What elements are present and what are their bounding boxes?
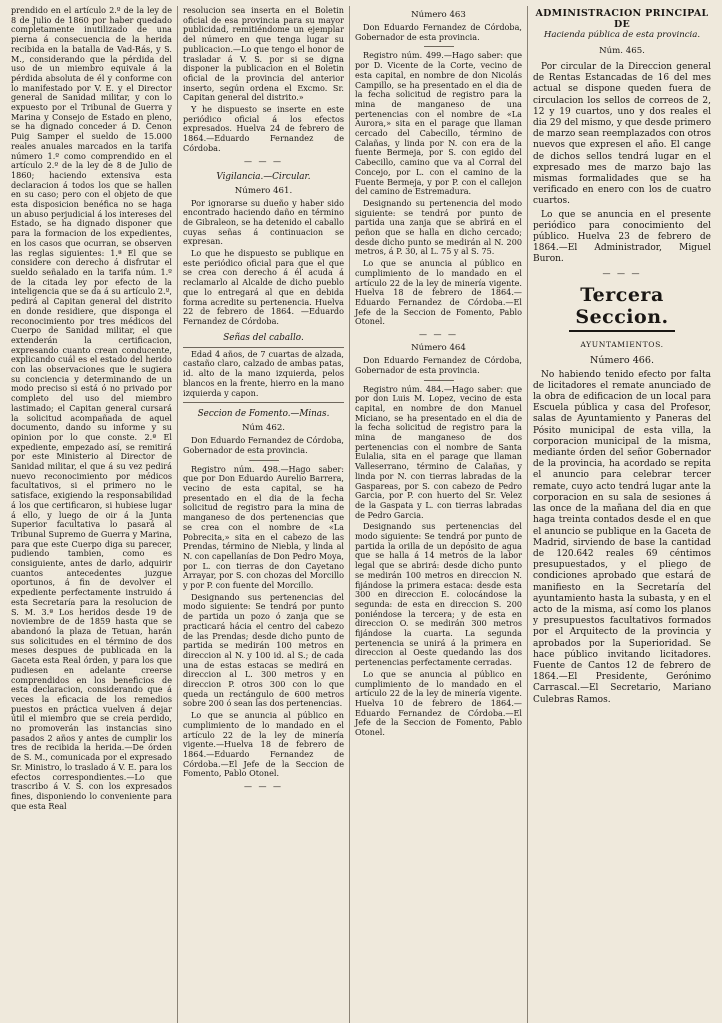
body-paragraph: Lo que se anuncia al público en cumplimiento de lo mandado en el artículo 22 de la ley de minería vigente.—Huelva 18 de febrero de 1864.—Eduardo Fernandez de Córdoba.—El Jefe de la Seccion de Fomento, Pablo Otonel.: [183, 710, 344, 779]
body-paragraph: Y he dispuesto se inserte en este periódico oficial á los efectos expresados. Huelva 24 de febrero de 1864.—Eduardo Fernandez de Córdoba.: [183, 104, 344, 153]
notice-intro: Don Eduardo Fernandez de Córdoba, Gobernador de esta provincia.: [183, 435, 344, 455]
separator: — — —: [243, 156, 284, 166]
body-paragraph: resolucion sea inserta en el Boletin oficial de esa provincia para su mayor publicidad, remitiéndome un ejemplar del número en que tenga lugar su publicacion.—Lo que tengo el honor de trasladar á V. S. por si se digna disponer la publicacion en el Boletin oficial de la provincia del anterior inserto, según ordena el Excmo. Sr. Capitan general del distrito.»: [183, 6, 344, 103]
body-paragraph: No habiendo tenido efecto por falta de licitadores el remate anunciado de la obra de edificacion de un local para Escuela pública y casa del Profesor, salas de Ayuntamiento y Paneras del Pósito municipal de esta villa, la corporacion municipal de la misma, mediante órden del señor Gobernador de la provincia, ha acordado se repita el anuncio para celebrar tercer remate, cuyo acto tendrá lugar ante la corporacion en su sala de sesiones á las once de la mañana del dia en que haga treinta contados desde el en que el anuncio se publique en la Gaceta de Madrid, sirviendo de base la cantidad de 120.642 reales 69 céntimos presupuestados, y el pliego de condiciones aprobado que estará de manifiesto en la Secretaría del ayuntamiento hasta la subasta, y en el acto de la misma, así como los planos y presupuestos facultativos formados por el Arquitecto de la provincia y aprobados por la Superioridad. Se hace público invitando licitadores. Fuente de Cantos 12 de febrero de 1864.—El Presidente, Gerónimo Carrascal.—El Secretario, Mariano Culebras Ramos.: [533, 369, 711, 705]
body-paragraph: Edad 4 años, de 7 cuartas de alzada, castaño claro, calzado de ambas patas, id. alto de la mano izquierda, pelos blancos en la frente, hierro en la mano izquierda y capon.: [183, 348, 344, 398]
body-paragraph: Designando sus pertenencias del modo siguiente: Se tendrá por punto de partida la orilla de un depósito de agua que se halla á 14 metros de la labor legal que se abrirá: desde dicho punto se medirán 100 metros en direccion N. fijándose la primera estaca: desde esta 300 en direccion E. colocándose la segunda: de esta en direccion S. 200 poniéndose la tercera; y de esta en direccion O. se medirán 300 metros fijándose la cuarta. La segunda pertenencia se unirá á la primera en direccion al Oeste quedando las dos pertenencias perfectamente cerradas.: [355, 521, 522, 668]
admin-subheading: Hacienda pública de esta provincia.: [543, 30, 701, 40]
notice-number: Núm. 465.: [599, 46, 645, 56]
body-paragraph: Registro núm. 498.—Hago saber: que por Don Eduardo Aurelio Barrera, vecino de esta capital, se ha presentado en el dia de la fecha solicitud de registro para la mina de manganeso de dos pertenencias que se crea con el nombre de «La Pobrecita,» sita en el cabezo de las Prendas, término de Niebla, y linda al N. con capellanías de Don Pedro Moya, por L. con tierras de don Cayetano Arrayar, por S. con chozas del Morcillo y por P. con fuente del Morcillo.: [183, 463, 344, 591]
separator: [424, 46, 454, 47]
separator: [424, 380, 454, 381]
separator: [569, 330, 676, 332]
notice-number: Número 463: [411, 10, 466, 20]
separator: [249, 460, 279, 461]
admin-heading: ADMINISTRACION PRINCIPAL DE: [535, 8, 709, 30]
notice-number: Número 464: [411, 343, 466, 354]
body-paragraph: Lo que se anuncia al público en cumplimiento de lo mandado en el artículo 22 de la ley de minería vigente. Huelva 10 de febrero de 1864.—Eduardo Fernandez de Córdoba.—El Jefe de la Seccion de Fomento, Pablo Otonel.: [355, 668, 522, 738]
section-title-vigilancia: Vigilancia.—Circular.: [216, 171, 311, 182]
body-paragraph: Registro núm. 484.—Hago saber: que por don Luis M. Lopez, vecino de esta capital, en nombre de don Manuel Miciano, se ha presentado en el dia de la fecha solicitud de registro para la mina de manganeso de dos pertenencias con el nombre de Santa Eulalia, sita en el parage que llaman Valleserrano, término de Calañas, y linda por N. con tierras labradas de la Gaspareas, por S. con cabezo de Pedro Garcia, por P. con huerto del Sr. Velez de la Gaspata y L. con tierras labradas de Pedro Garcia.: [355, 383, 522, 520]
separator: — — —: [602, 268, 642, 278]
body-paragraph: prendido en el artículo 2.º de la ley de 8 de Julio de 1860 por haber quedado completamente inutilizado de una pierna á consecuencia de la herida recibida en la batalla de Vad-Rás, y S. M., considerando que la pérdida del uso de un miembro equivale á la pérdida absoluta de él y conforme con lo manifestado por V. E. y el Director general de Sanidad militar, y con lo expuesto por el Tribunal de Guerra y Marina y Consejo de Estado en pleno, se ha dignado conceder á D. Cenon Puig Samper el sueldo de 15.000 reales anuales marcados en la tarifa número 1.º como comprendido en el artículo 2.º de la ley de 8 de Julio de 1860; haciendo extensiva esta declaracion á todos los que se hallen en su caso; pero con el objeto de que esta disposicion benéfica no se haga un abuso perjudicial á los intereses del Estado, se ha dignado disponer que para la formacion de los expedientes, en los casos que ocurran, se observen las reglas siguientes: 1.ª El que se considere con derecho á disfrutar el sueldo señalado en la tarifa núm. 1.º de la citada ley por efecto de la inteligencia que se da á su artículo 2.º, pedirá al Capitan general del distrito en donde residiere, que disponga el reconocimiento por tres médicos del Cuerpo de Sanidad militar, el que extenderán la certificacion, expresando cuanto crean conducente, explicando cuál es el estado del herido con las observaciones que le sugiera su conciencia y determinando de un modo preciso si está ó no privado por completo del uso del miembro lastimado; el Capitan general cursará la solicitud acompañada de aquel documento, dando su informe y su opinion por lo que conste. 2.ª El expediente, empezado así, se remitirá por este Ministerio al Director de Sanidad militar, el que á su vez pedirá nuevo reconocimiento por médicos facultativos, si el primero no le satisface, exigiendo la responsabilidad á los que certificaron, si hubiese lugar á ello, y luego de oir á la Junta Superior facultativa lo pasará al Tribunal Supremo de Guerra y Marina, para que este Cuerpo diga su parecer, pudiendo tambien, como es consiguiente, antes de darlo, adquirir cuantos antecedentes juzgue oportunos, á fin de devolver el expediente perfectamente instruido á esta Secretaría para la resolucion de S. M. 3.ª Los heridos desde 19 de noviembre de de 1859 hasta que se abandonó la plaza de Tetuan, harán sus solicitudes en el término de dos meses despues de publicada en la Gaceta esta Real órden, y para los que pudiesen en adelante creerse comprendidos en los beneficios de esta declaracion, considerando que á veces la eficacia de los remedios puestos en práctica vuelven á dejar útil el miembro que se creia perdido, no promoverán las instancias sino pasados 2 años y antes de cumplir los tres de recibida la herida.—De órden de S. M., comunicada por el expresado Sr. Ministro, lo traslado á V. E. para los efectos correspondientes.—Lo que trascribo á V. S. con los expresados fines, disponiendo lo conveniente para que esta Real: [11, 6, 172, 811]
body-paragraph: Por ignorarse su dueño y haber sido encontrado haciendo daño en término de Gibraleon, se ha detenido el caballo cuyas señas á continuacion se expresan.: [183, 197, 344, 247]
notice-number: Núm 462.: [241, 423, 286, 434]
section-title-tercera: Tercera Seccion.: [575, 283, 669, 328]
notice-number: Número 466.: [589, 354, 655, 366]
notice-intro: Don Eduardo Fernandez de Córdoba, Gobernador de esta provincia.: [355, 22, 522, 42]
column-1: [6, 6, 178, 1023]
separator: — — —: [418, 330, 459, 340]
separator: — — —: [243, 782, 284, 792]
senas-box: [183, 347, 344, 404]
body-paragraph: Lo que he dispuesto se publique en este periódico oficial para que el que se crea con derecho á él acuda á reclamarlo al Alcalde de dicho pueblo que lo entregará al que en debida forma acredite su pertenencia. Huelva 22 de febrero de 1864. —Eduardo Fernandez de Córdoba.: [183, 248, 344, 326]
dept-title: AYUNTAMIENTOS.: [580, 339, 664, 349]
notice-number: Número 461.: [234, 185, 293, 196]
body-paragraph: Lo que se anuncia al público en cumplimiento de lo mandado en el artículo 22 de la ley de minería vigente. Huelva 18 de febrero de 1864.—Eduardo Fernandez de Córdoba.—El Jefe de la Seccion de Fomento, Pablo Otonel.: [355, 258, 522, 327]
column-4: [528, 6, 716, 1023]
body-paragraph: Por circular de la Direccion general de Rentas Estancadas de 16 del mes actual se dispone queden fuera de circulacion los sellos de correos de 2, 12 y 19 cuartos, uno y dos reales el dia 29 del mismo, y que desde primero de marzo sean reemplazados con otros nuevos que expresen el año. El cange de dichos sellos tendrá lugar en el expresado mes de marzo bajo las mismas formalidades que se ha verificado en enero con los de cuatro cuartos.: [533, 62, 711, 207]
column-2: [178, 6, 350, 1023]
body-paragraph: Lo que se anuncia en el presente periódico para conocimiento del público. Huelva 23 de febrero de 1864.—El Administrador, Miguel Buron.: [533, 209, 711, 265]
body-paragraph: Designando sus pertenencias del modo siguiente: Se tendrá por punto de partida un pozo ó zanja que se practicará hácia el centro del cabezo de las Prendas; desde dicho punto de partida se medirán 100 metros en direccion al N. y 100 id. al S.; de cada una de estas estacas se medirá en direccion al L. 300 metros y en direccion P. otros 300 con lo que queda un rectángulo de 600 metros sobre 200 ó sean las dos pertenencias.: [183, 591, 344, 709]
section-title-fomento: Seccion de Fomento.—Minas.: [197, 409, 330, 420]
column-3: [350, 6, 528, 1023]
section-title-senas: Señas del caballo.: [223, 332, 304, 343]
body-paragraph: Registro núm. 499.—Hago saber: que por D. Vicente de la Corte, vecino de esta capital, en nombre de don Nicolás Campillo, se ha presentado en el dia de la fecha solicitud de registro para la mina de manganeso de una pertenencias con el nombre de «La Aurora,» sita en el parage que llaman cercado del Cabecillo, término de Calañas, y linda por N. con era de la fuente Bermeja, por S. con egido del Cabecillo, camino que va al Corral del Concejo, por L. con el camino de la Fuente Bermeja, y por P. con el callejon del camino de Estremadura.: [355, 50, 522, 197]
notice-intro: Don Eduardo Fernandez de Córdoba, Gobernador de esta provincia.: [355, 355, 522, 375]
body-paragraph: Designando su pertenencia del modo siguiente: se tendrá por punto de partida una zanja que se abrirá en el peñon que se halla en dicho cercado; desde dicho punto se medirán al N. 200 metros, á P. 30, al L. 75 y al S. 75.: [355, 197, 522, 257]
